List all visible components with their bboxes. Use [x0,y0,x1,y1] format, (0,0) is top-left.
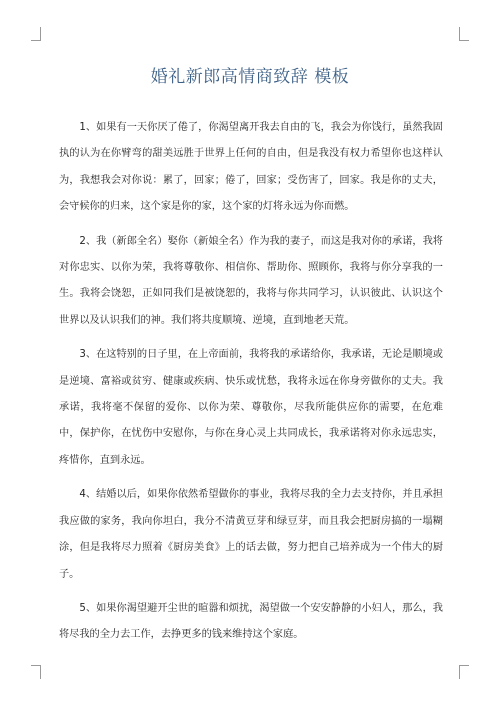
paragraph-3: 3、在这特别的日子里，在上帝面前，我将我的承诺给你，我承诺，无论是顺境或是逆境、富裕或贫穷、健康或疾病、快乐或忧愁，我将永远在你身旁做你的丈夫。我承诺，我将毫不保留的爱你、以你为荣、尊敬你，尽我所能供应你的需要，在危难中，保护你，在忧伤中安慰你，与你在身心灵上共同成长，我承诺将对你永远忠实，疼惜你，直到永远。 [59,349,443,466]
paragraph-1: 1、如果有一天你厌了倦了，你渴望离开我去自由的飞，我会为你饯行，虽然我固执的认为在你臂弯的甜美远胜于世界上任何的自由，但是我没有权力希望你也这样认为，我想我会对你说：累了，回家；倦了，回家；受伤害了，回家。我是你的丈夫，会守候你的归来，这个家是你的家，这个家的灯将永远为你而燃。 [59,122,443,213]
page-corner-mark-top-right [459,27,469,41]
paragraph-2: 2、我（新郎全名）娶你（新娘全名）作为我的妻子，而这是我对你的承诺，我将对你忠实、以你为荣，我将尊敬你、相信你、帮助你、照顾你，我将与你分享我的一生。我将会饶恕，正如同我们是被饶恕的，我将与你共同学习，认识彼此、认识这个世界以及认识我们的神。我们将共度顺境、逆境，直到地老天荒。 [59,235,443,326]
page-corner-mark-bottom-right [459,665,469,679]
page-corner-mark-top-left [31,27,41,41]
document-body [59,115,443,657]
document-title: 婚礼新郎高情商致辞 模板 [150,67,350,87]
page-corner-mark-bottom-left [31,665,41,679]
paragraph-5: 5、如果你渴望避开尘世的暄嚣和烦扰，渴望做一个安安静静的小妇人，那么，我将尽我的全力去工作，去挣更多的钱来维持这个家庭。 [59,602,443,641]
paragraph-4: 4、结婚以后，如果你依然希望做你的事业，我将尽我的全力去支持你，并且承担我应做的家务，我向你坦白，我分不清黄豆芽和绿豆芽，而且我会把厨房搞的一塌糊涂，但是我将尽力照着《厨房美食》上的话去做，努力把自己培养成为一个伟大的厨子。 [59,489,443,580]
